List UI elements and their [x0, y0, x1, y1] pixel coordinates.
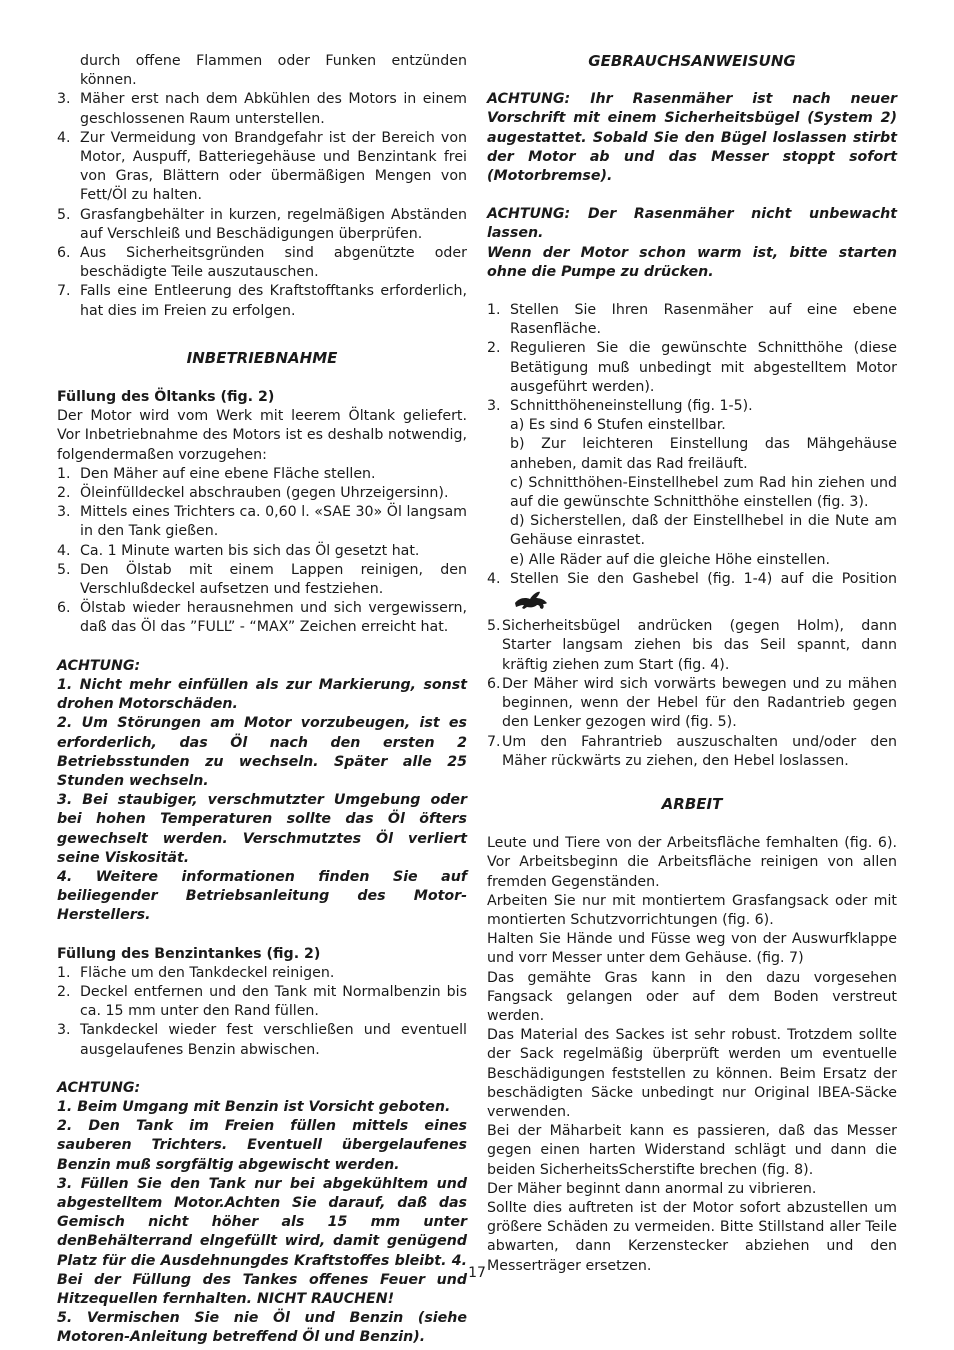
- list-item: 4. Ca. 1 Minute warten bis sich das Öl gesetzt hat.: [57, 542, 420, 559]
- list-item: 5. Grasfangbehälter in kurzen, regelmäßigen Abständen auf Verschleiß und Beschädigungen überprüfen.: [57, 206, 467, 242]
- left-column: [57, 52, 467, 1348]
- sub-item: a) Es sind 6 Stufen einstellbar.: [510, 417, 726, 434]
- warning-unattended: ACHTUNG: Der Rasenmäher nicht unbewacht lassen.: [487, 206, 897, 242]
- list-item: 3. Mittels eines Trichters ca. 0,60 l. «SAE 30» Öl langsam in den Tank gießen.: [57, 504, 467, 540]
- arbeit-paragraph: Sollte dies auftreten ist der Motor sofort abzustellen um größere Schäden zu vermeiden. Bitte Stillstand aller Teile abwarten, dann Kerzenstecker abziehen und den Messerträger ersetzen.: [487, 1199, 897, 1274]
- section-title-inbetriebnahme: INBETRIEBNAHME: [186, 348, 338, 367]
- list-item: 2. Regulieren Sie die gewünschte Schnitthöhe (diese Betätigung muß unbedingt mit abgestelltem Motor ausgeführt werden).: [487, 340, 897, 395]
- list-item: 1. Den Mäher auf eine ebene Fläche stellen.: [57, 465, 376, 482]
- list-item: 3. Mäher erst nach dem Abkühlen des Motors in einem geschlossenen Raum unterstellen.: [57, 91, 467, 127]
- list-item: 6. Ölstab wieder herausnehmen und sich vergewissern, daß das Öl das ”FULL” - “MAX” Zeichen erreicht hat.: [57, 600, 467, 636]
- list-item: 5. Den Ölstab mit einem Lappen reinigen, den Verschlußdeckel aufsetzen und festziehen.: [57, 561, 467, 598]
- oil-heading: Füllung des Öltanks (fig. 2): [57, 389, 275, 406]
- achtung-fuel-line: 1. Beim Umgang mit Benzin ist Vorsicht geboten.: [57, 1098, 451, 1115]
- arbeit-paragraph: Das Material des Sackes ist sehr robust. Trotzdem sollte der Sack regelmäßig überprüft werden um eventuelle Beschädigungen feststellen zu können. Beim Ersatz der beschädigten Säcke unbedingt nur Original lBEA-Säcke verwenden.: [487, 1027, 897, 1120]
- warning-warm-start: Wenn der Motor schon warm ist, bitte starten ohne die Pumpe zu drücken.: [487, 244, 897, 280]
- list-item: 4. Zur Vermeidung von Brandgefahr ist der Bereich von Motor, Auspuff, Batteriegehäuse und Benzintank frei von Gras, Blättern oder übermäßigen Mengen von Fett/Öl zu halten.: [57, 129, 467, 204]
- section-title-gebrauchsanweisung: GEBRAUCHSANWEISUNG: [588, 52, 796, 70]
- fuel-steps: [57, 964, 467, 1060]
- list-item: 7. Um den Fahrantrieb auszuschalten und/oder den Mäher rückwärts zu ziehen, den Hebel loslassen.: [487, 733, 897, 769]
- sub-item: b) Zur leichteren Einstellung das Mähgehäuse anheben, damit das Rad freiläuft.: [510, 436, 897, 472]
- arbeit-paragraph: Leute und Tiere von der Arbeitsfläche femhalten (fig. 6). Vor Arbeitsbeginn die Arbeitsfläche reinigen von allen fremden Gegenständen.: [487, 835, 897, 890]
- list-item: 1. Fläche um den Tankdeckel reinigen.: [57, 964, 335, 981]
- right-column: [487, 52, 897, 1276]
- fuel-heading: Füllung des Benzintankes (fig. 2): [57, 945, 321, 962]
- achtung-fuel-line: 2. Den Tank im Freien füllen mittels eines sauberen Trichters. Eventuell übergelaufenes Benzin muß sorgfältig abgewischt werden.: [57, 1118, 467, 1173]
- list-item: 7. Falls eine Entleerung des Kraftstofftanks erforderlich, hat dies im Freien zu erfolgen.: [57, 283, 467, 319]
- warning-safety-bar: ACHTUNG: Ihr Rasenmäher ist nach neuer Vorschrift mit einem Sicherheitsbügel (System 2) augestattet. Sobald Sie den Bügel loslassen stirbt der Motor ab und das Messer stoppt sofort (Motorbremse).: [487, 91, 897, 185]
- list-item: 5. Sicherheitsbügel andrücken (gegen Holm), dann Starter langsam ziehen bis das Seil spannt, dann kräftig ziehen zum Start (fig. 4).: [487, 618, 897, 673]
- list-item: 4. Stellen Sie den Gashebel (fig. 1-4) auf die Position: [487, 570, 897, 617]
- list-item: 6. Der Mäher wird sich vorwärts bewegen und zu mähen beginnen, wenn der Hebel für den Radantrieb gegen den Lenker gezogen wird (fig. 5).: [487, 675, 897, 731]
- arbeit-paragraph: Das gemähte Gras kann in den dazu vorgesehen Fangsack gelangen oder auf dem Boden verstreut werden.: [487, 969, 897, 1024]
- achtung-oil-line: 3. Bei staubiger, verschmutzter Umgebung oder bei hohen Temperaturen sollte das Öl öfters gewechselt werden. Verschmutztes Öl verliert seine Viskosität.: [57, 792, 467, 866]
- achtung-oil-line: 4. Weitere informationen finden Sie auf beiliegender Betriebsanleitung des Motor-Herstellers.: [57, 868, 467, 924]
- page-number: 17: [468, 1265, 486, 1281]
- oil-steps: [57, 465, 467, 638]
- section-title-arbeit: ARBEIT: [661, 794, 723, 813]
- sub-item: e) Alle Räder auf die gleiche Höhe einstellen.: [510, 551, 830, 568]
- list-item: 6. Aus Sicherheitsgründen sind abgenützte oder beschädigte Teile auszutauschen.: [57, 245, 467, 281]
- sub-item: c) Schnitthöhen-Einstellhebel zum Rad hin ziehen und auf die gewünschte Schnitthöhe einstellen (fig. 3).: [510, 474, 897, 511]
- arbeit-paragraph: Arbeiten Sie nur mit montiertem Grasfangsack oder mit montierten Schutzvorrichtungen (fig. 6).: [487, 892, 897, 928]
- operating-steps-continued: [487, 617, 897, 771]
- operating-steps: [487, 301, 897, 617]
- arbeit-paragraph: Halten Sie Hände und Füsse weg von der Auswurfklappe und vorr Messer unter dem Gehäuse. (fig. 7): [487, 931, 897, 967]
- hare-icon: [513, 589, 549, 617]
- achtung-oil-title: ACHTUNG:: [57, 657, 141, 674]
- list-item: durch offene Flammen oder Funken entzünden können.: [80, 53, 467, 89]
- arbeit-paragraph: Der Mäher beginnt dann anormal zu vibrieren.: [487, 1180, 817, 1197]
- arbeit-paragraph: Bei der Mäharbeit kann es passieren, daß das Messer gegen einen harten Widerstand schlägt und dann die beiden SicherheitsScherstifte brechen (fig. 8).: [487, 1123, 897, 1178]
- achtung-fuel-line: 3. Füllen Sie den Tank nur bei abgekühltem und abgestelltem Motor.Achten Sie darauf, daß das Gemisch nicht höher als 15 mm unter denBehälterrand elngefüllt wird, damit genügend Platz für die Ausdehnungdes Kraftstoffes bleibt. 4. Bei der Füllung des Tankes offenes Feuer und Hitzequellen fernhalten. NICHT RAUCHEN!: [57, 1175, 467, 1307]
- list-item: 2. Öleinfülldeckel abschrauben (gegen Uhrzeigersinn).: [57, 485, 449, 502]
- list-item: 1. Stellen Sie Ihren Rasenmäher auf eine ebene Rasenfläche.: [487, 302, 897, 338]
- list-item: 2. Deckel entfernen und den Tank mit Normalbenzin bis ca. 15 mm unter den Rand füllen.: [57, 983, 467, 1020]
- sub-item: d) Sicherstellen, daß der Einstellhebel in die Nute am Gehäuse einrastet.: [510, 513, 897, 549]
- safety-list-continued: [57, 52, 467, 321]
- achtung-fuel-line: 5. Vermischen Sie nie Öl und Benzin (siehe Motoren-Anleitung betreffend Öl und Benzin).: [57, 1310, 467, 1346]
- oil-intro: Der Motor wird vom Werk mit leerem Öltank geliefert. Vor Inbetriebnahme des Motors ist es deshalb notwendig, folgendermaßen vorzugehen:: [57, 408, 467, 463]
- achtung-oil-line: 2. Um Störungen am Motor vorzubeugen, ist es erforderlich, das Öl nach den ersten 2 Betriebsstunden zu wechseln. Später alle 25 Stunden wechseln.: [57, 715, 467, 789]
- list-item: 3. Schnitthöheneinstellung (fig. 1-5). a) Es sind 6 Stufen einstellbar. b) Zur leichteren Einstellung das Mähgehäuse anheben, damit das Rad freiläuft. c) Schnitthöhen-Einstellhebel zum Rad hin ziehen und auf die gewünschte Schnitthöhe einstellen (fig. 3). d) Sicherstellen, daß der Einstellhebel in die Nute am Gehäuse einrastet. e) Alle Räder auf die gleiche Höhe einstellen.: [487, 397, 897, 570]
- achtung-oil-line: 1. Nicht mehr einfüllen als zur Markierung, sonst drohen Motorschäden.: [57, 676, 467, 713]
- list-item: 3. Tankdeckel wieder fest verschließen und eventuell ausgelaufenes Benzin abwischen.: [57, 1022, 467, 1058]
- achtung-fuel-title: ACHTUNG:: [57, 1079, 141, 1096]
